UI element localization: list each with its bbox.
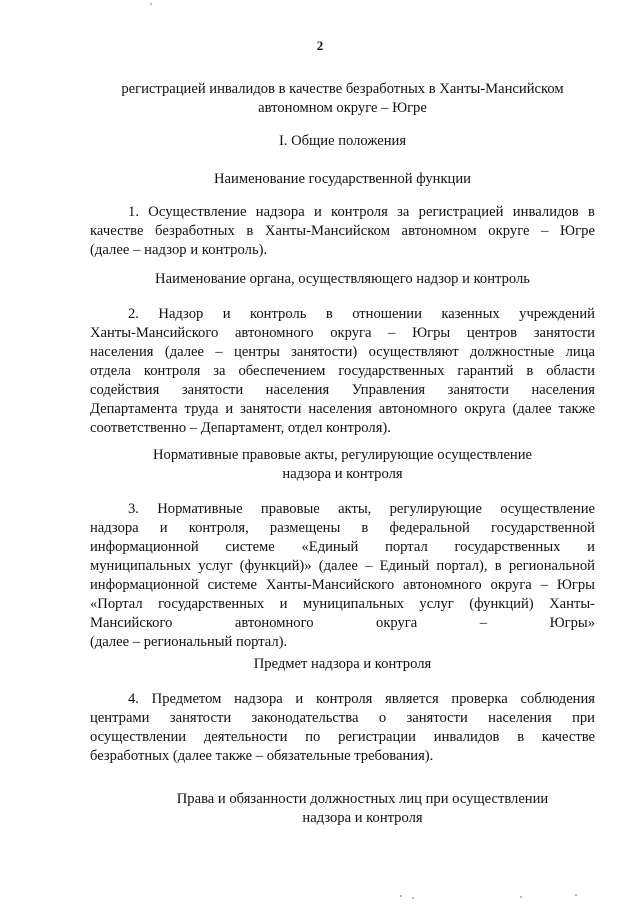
paragraph-line: безработных (далее также – обязательные требования). [90,748,434,764]
paragraph-line: качестве безработных в Ханты-Мансийском автономном округе – Югре [90,223,595,239]
subheading-rights-duties [110,790,615,828]
paragraph-2 [90,305,595,438]
paragraph-line: (далее – надзор и контроль). [90,242,268,258]
paragraph-line: 4. Предметом надзора и контроля является проверка соблюдения [128,691,595,707]
heading-line: автономном округе – Югре [258,100,427,116]
document-heading-continuation [80,80,605,118]
paragraph-line: Мансийского автономного округа – Югры» [90,615,595,631]
paragraph-line: муниципальных услуг (функций)» (далее – Единый портал), в региональной [90,558,595,574]
paragraph-line: отдела контроля за обеспечением государственных гарантий в области [90,363,595,379]
paragraph-line: осуществлении деятельности по регистрации инвалидов в качестве [90,729,595,745]
scan-noise [520,896,522,898]
subheading-text: Предмет надзора и контроля [253,656,432,672]
subheading-text: Наименование государственной функции [214,171,471,187]
paragraph-line: Департамента труда и занятости населения автономного округа (далее также [90,401,595,417]
paragraph-1 [90,203,595,260]
subheading-subject [90,655,595,674]
paragraph-line: надзора и контроля, размещены в федеральной государственной [90,520,595,536]
paragraph-line: соответственно – Департамент, отдел контроля). [90,420,391,436]
scan-noise [150,3,152,5]
paragraph-line: центрами занятости законодательства о занятости населения при [90,710,595,726]
page-number: 2 [316,38,324,53]
paragraph-3 [90,500,595,652]
paragraph-line: информационной системе «Единый портал государственных и [90,539,595,555]
heading-line: регистрацией инвалидов в качестве безработных в Ханты-Мансийском [121,81,564,97]
subheading-organ-name [90,270,595,289]
paragraph-line: 2. Надзор и контроль в отношении казенных учреждений [128,306,595,322]
subheading-function-name [90,170,595,189]
subheading-text: надзора и контроля [282,466,403,482]
paragraph-4 [90,690,595,766]
paragraph-line: населения (далее – центры занятости) осуществляют должностные лица [90,344,595,360]
subheading-text: Нормативные правовые акты, регулирующие осуществление [152,447,533,463]
section-title [90,132,595,151]
paragraph-line: Ханты-Мансийского автономного округа – Югры центров занятости [90,325,595,341]
section-title-text: I. Общие положения [278,133,407,149]
subheading-normative-acts [90,446,595,484]
subheading-text: Наименование органа, осуществляющего надзор и контроль [155,271,530,287]
paragraph-line: 1. Осуществление надзора и контроля за регистрацией инвалидов в [128,204,595,220]
paragraph-line: информационной системе Ханты-Мансийского автономного округа – Югры [90,577,595,593]
scan-noise [575,894,577,896]
paragraph-line: содействия занятости населения Управления занятости населения [90,382,595,398]
paragraph-line: (далее – региональный портал). [90,634,288,650]
paragraph-line: 3. Нормативные правовые акты, регулирующие осуществление [128,501,595,517]
scan-noise [412,897,414,899]
paragraph-line: «Портал государственных и муниципальных услуг (функций) Ханты- [90,596,595,612]
subheading-text: надзора и контроля [302,810,423,826]
subheading-text: Права и обязанности должностных лиц при осуществлении [176,791,549,807]
scan-noise [400,895,402,897]
